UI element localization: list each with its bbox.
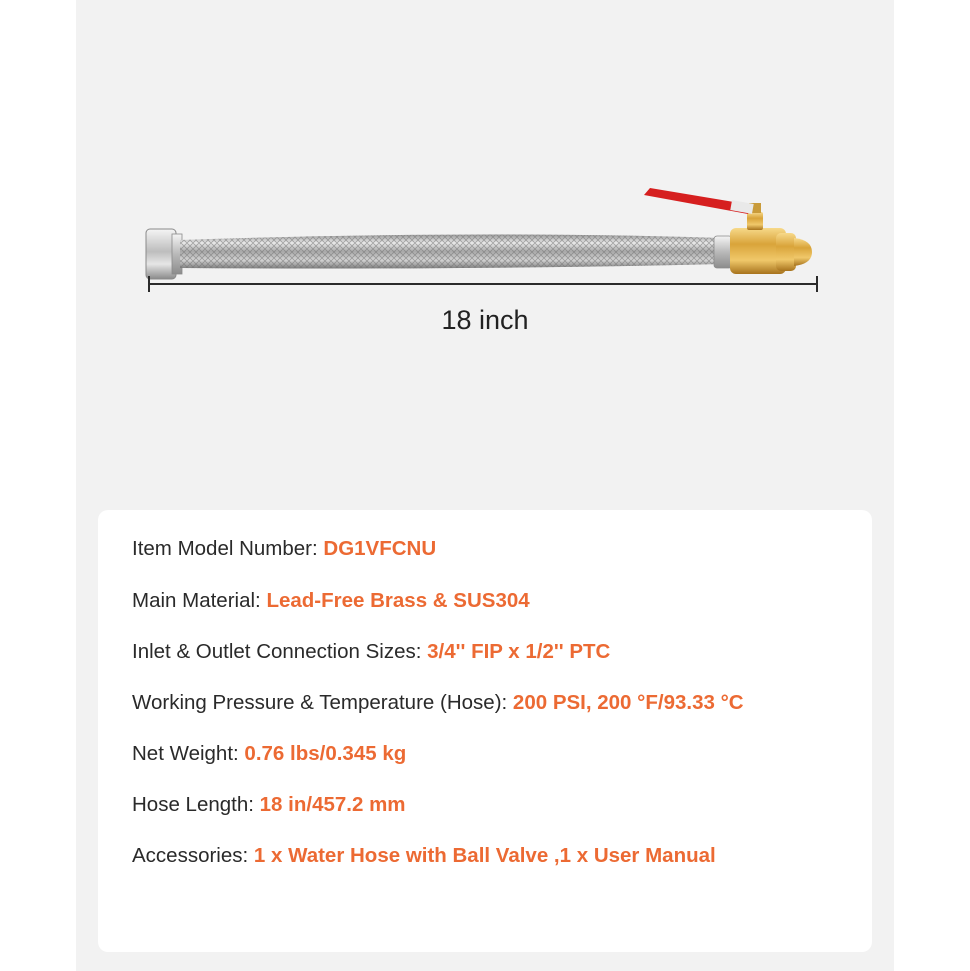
spec-label: Net Weight: <box>132 742 245 765</box>
dimension-tick-right <box>816 276 818 292</box>
spec-value: 3/4'' FIP x 1/2'' PTC <box>427 640 611 663</box>
spec-row-net-weight <box>132 742 406 766</box>
spec-label: Working Pressure & Temperature (Hose): <box>132 691 513 714</box>
spec-value: Lead-Free Brass & SUS304 <box>266 589 530 612</box>
hose-with-ball-valve-image <box>76 0 894 300</box>
spec-label: Inlet & Outlet Connection Sizes: <box>132 640 428 663</box>
spec-label: Item Model Number: <box>132 537 324 560</box>
spec-row-material <box>132 589 530 613</box>
spec-value: 200 PSI, 200 °F/93.33 °C <box>512 691 744 714</box>
spec-label: Accessories: <box>132 844 254 867</box>
spec-row-pressure-temperature <box>132 691 744 715</box>
dimension-label: 18 inch <box>441 305 529 335</box>
spec-value: DG1VFCNU <box>323 537 437 560</box>
product-image-area <box>76 0 894 500</box>
spec-row-model <box>132 537 436 561</box>
dimension-line <box>148 283 818 285</box>
dimension-tick-left <box>148 276 150 292</box>
spec-value: 1 x Water Hose with Ball Valve ,1 x User Manual <box>253 844 716 867</box>
spec-label: Hose Length: <box>132 793 260 816</box>
spec-label: Main Material: <box>132 589 267 612</box>
spec-row-hose-length <box>132 793 406 817</box>
spec-value: 18 in/457.2 mm <box>259 793 406 816</box>
product-canvas <box>76 0 894 971</box>
spec-row-accessories <box>132 844 716 868</box>
spec-row-connection-sizes <box>132 640 610 664</box>
specifications-card <box>98 510 872 952</box>
spec-value: 0.76 lbs/0.345 kg <box>244 742 407 765</box>
